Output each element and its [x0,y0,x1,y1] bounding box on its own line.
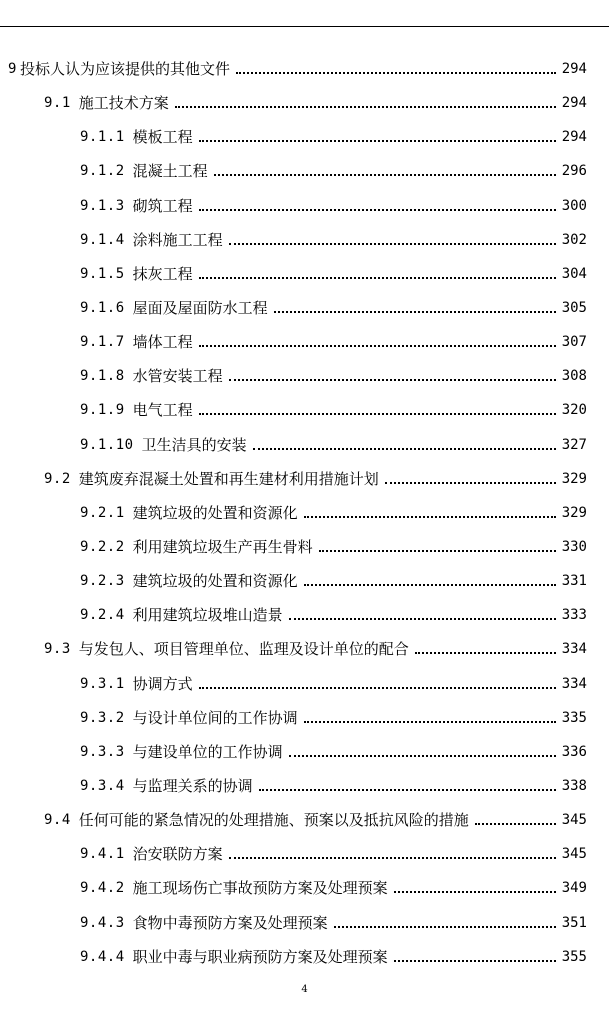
section-number: 9.3.4 [80,777,125,794]
dot-leader [199,345,556,347]
dot-leader [385,482,556,484]
page-reference: 329 [561,470,587,487]
dot-leader [199,277,556,279]
page-reference: 294 [561,95,587,112]
page-reference: 351 [561,914,587,931]
toc-entry[interactable] [0,701,609,735]
section-number: 9.2.3 [80,573,125,590]
toc-entry-row [80,701,587,735]
toc-entry[interactable] [0,325,609,359]
page-number: 4 [301,984,308,995]
section-title: 屋面及屋面防水工程 [132,298,268,317]
toc-entry-row [80,189,587,223]
dot-leader [175,106,556,108]
toc-entry-row [8,52,587,86]
toc-entry-row [80,564,587,598]
page-reference: 331 [561,573,587,590]
toc-entry[interactable] [0,769,609,803]
section-number: 9.4.4 [80,948,125,965]
section-number: 9.4.2 [80,880,125,897]
toc-entry-row [80,325,587,359]
section-number: 9.1.8 [80,368,125,385]
section-number: 9.4.1 [80,846,125,863]
page-reference: 334 [561,675,587,692]
toc-entry[interactable] [0,120,609,154]
section-number: 9.1.7 [80,334,125,351]
toc-entry[interactable] [0,564,609,598]
toc-entry-row [44,632,587,666]
section-number: 9 [8,61,17,77]
header-rule [0,26,609,27]
toc-entry-row [80,598,587,632]
section-title: 与建设单位的工作协调 [132,742,283,761]
toc-entry[interactable] [0,291,609,325]
page-reference: 294 [561,129,587,146]
dot-leader [304,584,556,586]
section-title: 与发包人、项目管理单位、监理及设计单位的配合 [78,640,409,659]
page-reference: 334 [561,641,587,658]
dot-leader [199,209,556,211]
section-title: 建筑垃圾的处置和资源化 [132,572,298,591]
toc-entry-row [80,837,587,871]
toc-entry[interactable] [0,735,609,769]
page-reference: 335 [561,709,587,726]
section-title: 涂料施工工程 [132,230,223,249]
page-reference: 308 [561,368,587,385]
section-title: 与监理关系的协调 [132,776,253,795]
section-title: 治安联防方案 [132,845,223,864]
toc-entry-row [80,257,587,291]
section-title: 职业中毒与职业病预防方案及处理预案 [132,947,388,966]
page-reference: 333 [561,607,587,624]
page-reference: 320 [561,402,587,419]
section-number: 9.2.1 [80,504,125,521]
dot-leader [304,516,556,518]
toc-entry[interactable] [0,189,609,223]
toc-entry[interactable] [0,496,609,530]
dot-leader [394,891,556,893]
dot-leader [236,72,556,74]
section-title: 混凝土工程 [132,162,208,181]
section-title: 卫生洁具的安装 [141,435,247,454]
toc-entry[interactable] [0,86,609,120]
toc-entry[interactable] [0,632,609,666]
toc-entry-row [80,871,587,905]
section-number: 9.3 [44,641,71,658]
dot-leader [229,379,556,381]
toc-entry[interactable] [0,428,609,462]
toc-entry[interactable] [0,530,609,564]
dot-leader [475,823,556,825]
section-number: 9.2.4 [80,607,125,624]
toc-entry[interactable] [0,393,609,427]
dot-leader [199,687,556,689]
toc-entry[interactable] [0,667,609,701]
toc-entry[interactable] [0,462,609,496]
toc-entry-row [80,393,587,427]
section-number: 9.3.1 [80,675,125,692]
page-reference: 336 [561,743,587,760]
dot-leader [289,618,556,620]
toc-entry-row [80,291,587,325]
section-title: 墙体工程 [132,333,193,352]
section-title: 水管安装工程 [132,367,223,386]
section-title: 电气工程 [132,401,193,420]
toc-entry-row [80,359,587,393]
section-title: 抹灰工程 [132,264,193,283]
dot-leader [199,413,556,415]
section-title: 施工技术方案 [78,94,169,113]
page-reference: 355 [561,948,587,965]
section-title: 模板工程 [132,128,193,147]
toc-entry-row [80,154,587,188]
toc-entry-row [80,906,587,940]
dot-leader [229,243,556,245]
toc-entry-row [80,735,587,769]
section-title: 利用建筑垃圾堆山造景 [132,606,283,625]
table-of-contents [0,52,609,974]
section-number: 9.4 [44,812,71,829]
section-number: 9.4.3 [80,914,125,931]
toc-entry-row [80,667,587,701]
toc-entry-row [80,223,587,257]
toc-entry[interactable] [0,154,609,188]
page-reference: 300 [561,197,587,214]
section-number: 9.1.4 [80,231,125,248]
toc-entry-row [80,120,587,154]
page-reference: 345 [561,846,587,863]
page-reference: 345 [561,812,587,829]
toc-entry-row [80,769,587,803]
section-number: 9.2 [44,470,71,487]
section-number: 9.1.1 [80,129,125,146]
toc-entry-row [80,496,587,530]
toc-entry[interactable] [0,257,609,291]
dot-leader [334,926,556,928]
section-title: 建筑垃圾的处置和资源化 [132,503,298,522]
page-reference: 302 [561,231,587,248]
section-number: 9.1.5 [80,265,125,282]
page-reference: 330 [561,538,587,555]
dot-leader [229,857,556,859]
section-title: 砌筑工程 [132,196,193,215]
page-reference: 307 [561,334,587,351]
section-number: 9.1 [44,95,71,112]
dot-leader [214,174,556,176]
page-reference: 305 [561,299,587,316]
section-title: 建筑废弃混凝土处置和再生建材利用措施计划 [78,469,379,488]
section-title: 施工现场伤亡事故预防方案及处理预案 [132,879,388,898]
section-number: 9.1.6 [80,299,125,316]
page-reference: 294 [561,61,587,77]
page-reference: 296 [561,163,587,180]
toc-entry-row [44,86,587,120]
page-reference: 327 [561,436,587,453]
toc-entry[interactable] [0,803,609,837]
dot-leader [274,311,556,313]
section-title: 任何可能的紧急情况的处理措施、预案以及抵抗风险的措施 [78,811,469,830]
toc-entry[interactable] [0,223,609,257]
dot-leader [394,960,556,962]
toc-entry-row [80,530,587,564]
toc-entry-row [80,940,587,974]
dot-leader [415,652,556,654]
toc-entry[interactable] [0,837,609,871]
page-reference: 304 [561,265,587,282]
section-number: 9.1.10 [80,436,134,453]
section-number: 9.3.3 [80,743,125,760]
dot-leader [199,140,556,142]
toc-entry[interactable] [0,52,609,86]
dot-leader [319,550,556,552]
section-number: 9.1.2 [80,163,125,180]
section-title: 食物中毒预防方案及处理预案 [132,913,328,932]
toc-entry[interactable] [0,598,609,632]
dot-leader [259,789,556,791]
toc-entry-row [44,803,587,837]
page-reference: 349 [561,880,587,897]
toc-entry-row [44,462,587,496]
page-reference: 329 [561,504,587,521]
toc-entry[interactable] [0,359,609,393]
toc-entry[interactable] [0,906,609,940]
toc-entry[interactable] [0,940,609,974]
toc-entry-row [80,428,587,462]
section-title: 与设计单位间的工作协调 [132,708,298,727]
dot-leader [289,755,556,757]
dot-leader [304,721,556,723]
section-number: 9.2.2 [80,538,125,555]
section-title: 利用建筑垃圾生产再生骨料 [132,537,313,556]
page-reference: 338 [561,777,587,794]
section-title: 投标人认为应该提供的其他文件 [19,60,230,78]
section-number: 9.1.3 [80,197,125,214]
dot-leader [253,448,556,450]
section-number: 9.3.2 [80,709,125,726]
section-number: 9.1.9 [80,402,125,419]
toc-entry[interactable] [0,871,609,905]
section-title: 协调方式 [132,674,193,693]
